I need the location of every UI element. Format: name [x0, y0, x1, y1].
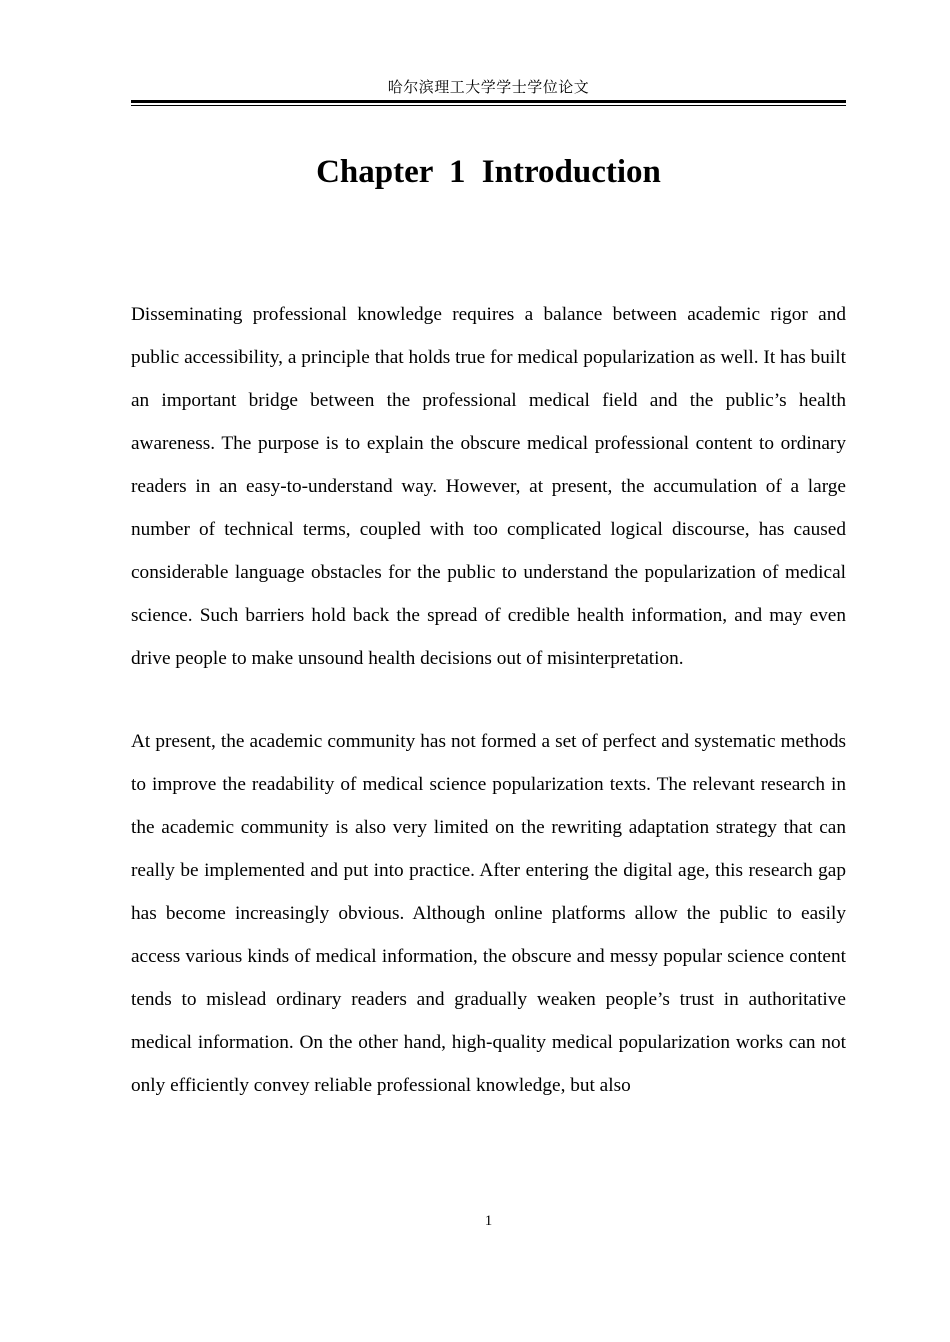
header-rule-thick-line [131, 100, 846, 103]
running-header: 哈尔滨理工大学学士学位论文 [387, 80, 590, 96]
header-rule [131, 100, 846, 107]
header-rule-thin-line [131, 105, 846, 106]
body-text [131, 293, 846, 1107]
page-number: 1 [484, 1213, 493, 1229]
paragraph-1: Disseminating professional knowledge requires a balance between academic rigor and public accessibility, a principle that holds true for medical popularization as well. It has built an important bridge between the professional medical field and the public’s health awareness. The purpose is to explain the obscure medical professional content to ordinary readers in an easy-to-understand way. However, at present, the accumulation of a large number of technical terms, coupled with too complicated logical discourse, has caused considerable language obstacles for the public to understand the popularization of medical science. Such barriers hold back the spread of credible health information, and may even drive people to make unsound health decisions out of misinterpretation. [131, 304, 846, 669]
chapter-title: Chapter 1 Introduction [316, 154, 661, 190]
paragraph-2: At present, the academic community has not formed a set of perfect and systematic methods to improve the readability of medical science popularization texts. The relevant research in the academic community is also very limited on the rewriting adaptation strategy that can really be implemented and put into practice. After entering the digital age, this research gap has become increasingly obvious. Although online platforms allow the public to easily access various kinds of medical information, the obscure and messy popular science content tends to mislead ordinary readers and gradually weaken people’s trust in authoritative medical information. On the other hand, high-quality medical popularization works can not only efficiently convey reliable professional knowledge, but also [131, 731, 846, 1096]
